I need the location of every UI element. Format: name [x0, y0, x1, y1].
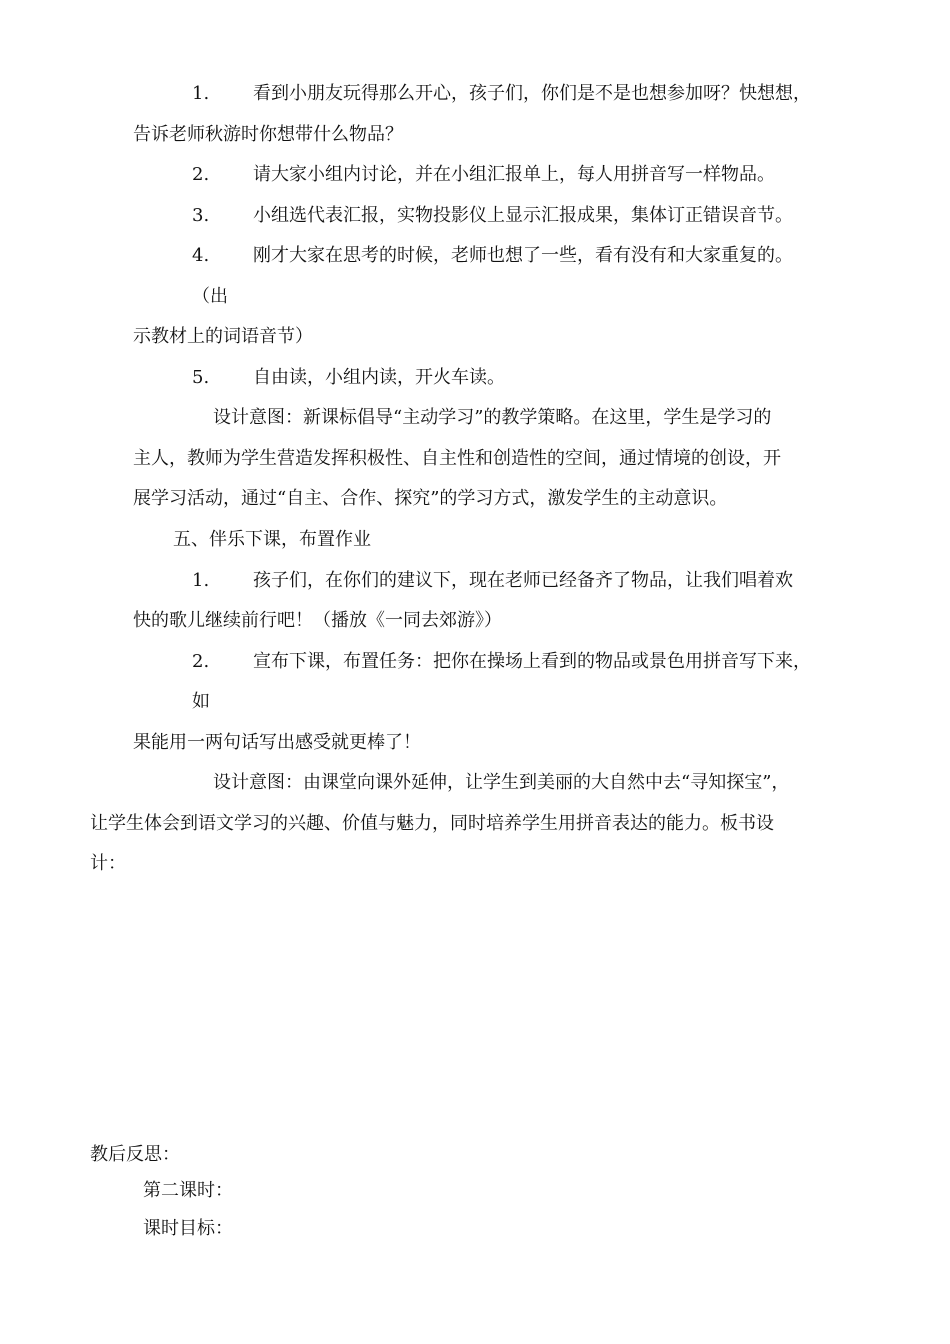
hw-2-continuation-a: 如	[192, 691, 210, 712]
hw-2-continuation-b: 果能用一两句话写出感受就更棒了！	[133, 732, 421, 753]
item-5-number: 5.	[192, 367, 210, 388]
design-intent-2-line-1: 设计意图：由课堂向课外延伸，让学生到美丽的大自然中去“寻知探宝”，	[213, 772, 790, 793]
post-class-reflection-label: 教后反思：	[90, 1144, 180, 1165]
design-intent-1-line-3: 展学习活动，通过“自主、合作、探究”的学习方式，激发学生的主动意识。	[133, 488, 728, 509]
design-intent-2-line-2: 让学生体会到语文学习的兴趣、价值与魅力，同时培养学生用拼音表达的能力。板书设	[90, 813, 774, 834]
second-lesson-label: 第二课时：	[143, 1180, 233, 1201]
design-intent-1-line-1: 设计意图：新课标倡导“主动学习”的教学策略。在这里，学生是学习的	[213, 407, 772, 428]
item-4-continuation-b: 示教材上的词语音节）	[133, 326, 313, 347]
item-3-number: 3.	[192, 205, 210, 226]
hw-1-number: 1.	[192, 570, 210, 591]
design-intent-1-line-2: 主人，教师为学生营造发挥积极性、自主性和创造性的空间，通过情境的创设，开	[133, 448, 781, 469]
hw-1-continuation: 快的歌儿继续前行吧！（播放《一同去郊游》）	[133, 610, 502, 631]
item-1-number: 1.	[192, 83, 210, 104]
design-intent-2-line-3: 计：	[90, 853, 126, 874]
item-1-text: 看到小朋友玩得那么开心，孩子们，你们是不是也想参加呀？快想想，	[253, 83, 811, 104]
item-3-text: 小组选代表汇报，实物投影仪上显示汇报成果，集体订正错误音节。	[253, 205, 793, 226]
item-4-number: 4.	[192, 245, 210, 266]
item-4-text: 刚才大家在思考的时候，老师也想了一些，看有没有和大家重复的。	[253, 245, 793, 266]
item-2-number: 2.	[192, 164, 210, 185]
item-1-continuation: 告诉老师秋游时你想带什么物品？	[133, 124, 403, 145]
hw-2-text: 宣布下课，布置任务：把你在操场上看到的物品或景色用拼音写下来，	[253, 651, 811, 672]
hw-1-text: 孩子们，在你们的建议下，现在老师已经备齐了物品，让我们唱着欢	[253, 570, 793, 591]
hw-2-number: 2.	[192, 651, 210, 672]
section-5-heading: 五、伴乐下课，布置作业	[173, 529, 371, 550]
item-2-text: 请大家小组内讨论，并在小组汇报单上，每人用拼音写一样物品。	[253, 164, 775, 185]
item-5-text: 自由读，小组内读，开火车读。	[253, 367, 505, 388]
item-4-continuation-a: （出	[192, 286, 228, 307]
lesson-objectives-label: 课时目标：	[143, 1218, 233, 1239]
